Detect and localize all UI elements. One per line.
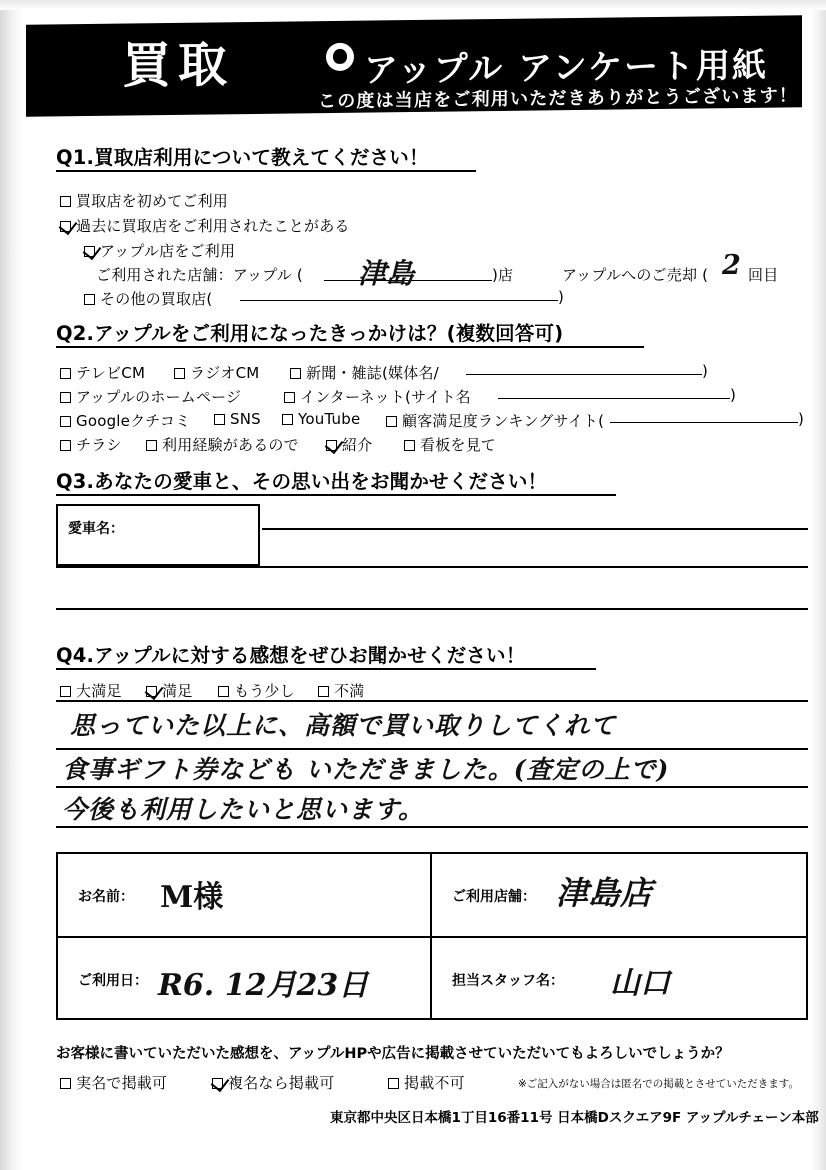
q4-handwritten-line-1: 思っていた以上に、高額で買い取りしてくれて (70, 711, 617, 740)
q3-line-2 (56, 566, 808, 568)
staff-value: 山口 (610, 966, 670, 1001)
q2-checkbox-sns[interactable] (214, 414, 225, 425)
q2-option-signboard[interactable] (404, 434, 496, 455)
q4-option-a-bit-more-label: もう少し (234, 682, 295, 700)
q4-handwritten-line-3: 今後も利用したいと思います。 (62, 795, 425, 824)
footer-note: ※ご記入がない場合は匿名での掲載とさせていただきます。 (518, 1078, 799, 1090)
q2-checkbox-tv[interactable] (60, 368, 71, 379)
q2-ranking-underline (610, 422, 798, 423)
q4-checkbox-dissatisfied[interactable] (318, 686, 329, 697)
q2-option-experience[interactable] (146, 434, 299, 455)
q2-checkbox-hp[interactable] (60, 392, 71, 403)
q2-option-flyer-label: チラシ (76, 436, 122, 454)
q2-news-underline (466, 374, 702, 375)
q2-checkbox-signboard[interactable] (404, 440, 415, 451)
q3-underline (56, 494, 616, 496)
footer-option-anonymous[interactable] (212, 1072, 334, 1093)
q2-option-internet-label: インターネット(サイト名 (300, 388, 471, 406)
q2-checkbox-experience[interactable] (146, 440, 157, 451)
company-address: 東京都中央区日本橋1丁目16番11号 日本橋Dスクエア9F アップルチェーン本部 (330, 1110, 819, 1126)
q1-checkbox-3[interactable] (84, 294, 95, 305)
q4-option-satisfied-label: 満足 (162, 682, 193, 700)
staff-label: 担当スタッフ名： (452, 973, 564, 989)
shop-label: ご利用店舗： (452, 889, 536, 905)
footer-option-real-name-label: 実名で掲載可 (76, 1074, 168, 1092)
q2-option-google-label: Googleクチコミ (76, 412, 191, 430)
q2-option-experience-label: 利用経験があるので (162, 436, 299, 454)
q2-option-ranking-label: 顧客満足度ランキングサイト( (402, 412, 605, 430)
q1-option-3-label: その他の買取店( (100, 290, 213, 308)
footer-option-real-name[interactable] (60, 1072, 167, 1093)
q2-option-tv-label: テレビCM (76, 364, 146, 382)
q3-car-name-label: 愛車名： (68, 521, 124, 537)
q4-checkbox-a-bit-more[interactable] (218, 686, 229, 697)
q2-option-hp-label: アップルのホームページ (76, 388, 242, 406)
q4-checkbox-very-satisfied[interactable] (60, 686, 71, 697)
consent-question: お客様に書いていただいた感想を、アップルHPや広告に掲載させていただいてもよろしいでしょうか？ (56, 1046, 730, 1062)
q2-option-sns[interactable] (214, 410, 261, 428)
q1-option-0-label: 買取店を初めてご利用 (76, 192, 229, 210)
q4-line-1 (56, 700, 808, 702)
q2-checkbox-radio[interactable] (174, 368, 185, 379)
name-label: お名前： (78, 889, 134, 905)
q4-option-very-satisfied-label: 大満足 (76, 682, 122, 700)
q2-option-tv[interactable] (60, 362, 145, 383)
info-table-col-divider (430, 852, 432, 1020)
q2-checkbox-news[interactable] (290, 368, 301, 379)
q2-checkbox-flyer[interactable] (60, 440, 71, 451)
q4-line-3 (56, 786, 808, 788)
q1-option-0[interactable] (60, 190, 228, 211)
q2-option-news-label: 新聞・雑誌(媒体名/ (306, 364, 439, 382)
q2-row1-close: ) (702, 362, 709, 380)
q2-checkbox-google[interactable] (60, 416, 71, 427)
banner-title: アップル アンケート用紙 (364, 45, 769, 91)
q1-other-underline (240, 300, 558, 301)
q2-row2-close: ) (730, 386, 737, 404)
footer-option-no-publish-label: 掲載不可 (404, 1074, 465, 1092)
footer-checkbox-no-publish[interactable] (388, 1078, 399, 1089)
q1-checkbox-2[interactable] (84, 246, 95, 257)
q1-sale-label: アップルへのご売却 ( (562, 266, 709, 284)
date-value: R6. 12月23日 (158, 968, 369, 1003)
q4-option-a-bit-more[interactable] (218, 680, 295, 701)
banner-kaitori-title: 買取 (122, 36, 235, 95)
q1-heading: Q1.買取店利用について教えてください！ (56, 146, 429, 169)
q4-underline (56, 668, 596, 670)
q2-option-hp[interactable] (60, 386, 241, 407)
q1-other-close: ) (558, 288, 565, 306)
q3-line-1 (262, 528, 808, 530)
q2-option-internet[interactable] (284, 386, 471, 407)
q1-option-3[interactable] (84, 288, 212, 309)
q2-option-ranking[interactable] (386, 410, 604, 431)
scan-edge-top (0, 0, 826, 10)
q3-heading: Q3.あなたの愛車と、その思い出をお聞かせください！ (56, 470, 548, 493)
q1-option-2[interactable] (84, 240, 235, 261)
q1-option-1[interactable] (60, 215, 350, 236)
q4-handwritten-line-2: 食事ギフト券なども いただきました。(査定の上で) (62, 755, 670, 784)
q2-checkbox-referral[interactable] (326, 440, 337, 451)
q2-option-sns-label: SNS (230, 410, 261, 428)
q4-option-very-satisfied[interactable] (60, 680, 122, 701)
q2-checkbox-internet[interactable] (284, 392, 295, 403)
q4-option-satisfied[interactable] (146, 680, 192, 701)
date-label: ご利用日： (78, 973, 148, 989)
q2-option-youtube[interactable] (282, 410, 360, 428)
q1-shop-handwritten: 津島 (358, 257, 415, 290)
q4-checkbox-satisfied[interactable] (146, 686, 157, 697)
apple-logo-icon (326, 43, 354, 71)
footer-option-anonymous-label: 複名なら掲載可 (228, 1074, 335, 1092)
q4-option-dissatisfied[interactable] (318, 680, 364, 701)
q1-sale-label-close: 回目 (748, 266, 779, 284)
q2-option-radio[interactable] (174, 362, 259, 383)
q2-option-google[interactable] (60, 410, 190, 431)
q2-option-youtube-label: YouTube (298, 410, 361, 428)
q2-option-referral-label: 紹介 (342, 436, 373, 454)
q2-option-radio-label: ラジオCM (190, 364, 260, 382)
q2-checkbox-youtube[interactable] (282, 414, 293, 425)
scan-edge-left (0, 0, 22, 1170)
q4-option-dissatisfied-label: 不満 (334, 682, 365, 700)
footer-checkbox-real-name[interactable] (60, 1078, 71, 1089)
shop-value: 津島店 (556, 874, 653, 912)
q2-option-flyer[interactable] (60, 434, 122, 455)
q1-option-2-label: アップル店をご利用 (100, 242, 236, 260)
q1-sale-count-handwritten: 2 (722, 250, 741, 281)
q2-underline (56, 346, 644, 348)
footer-checkbox-anonymous[interactable] (212, 1078, 223, 1089)
q4-line-4 (56, 826, 808, 828)
banner-subtitle: この度は当店をご利用いただきありがとうございます！ (318, 85, 798, 113)
header-banner (26, 15, 802, 116)
q1-underline (56, 170, 476, 172)
q2-option-news[interactable] (290, 362, 439, 383)
q1-shop-label: ご利用された店舗：アップル ( (96, 266, 303, 284)
footer-option-no-publish[interactable] (388, 1072, 465, 1093)
scan-edge-right (810, 0, 826, 1170)
q2-heading: Q2.アップルをご利用になったきっかけは？(複数回答可) (56, 322, 564, 345)
q1-shop-label-close: )店 (492, 266, 514, 284)
q1-checkbox-0[interactable] (60, 196, 71, 207)
q2-row3-close: ) (798, 410, 805, 428)
info-table-row-divider (56, 936, 808, 938)
q1-option-1-label: 過去に買取店をご利用されたことがある (76, 217, 350, 235)
q2-checkbox-ranking[interactable] (386, 416, 397, 427)
q1-checkbox-1[interactable] (60, 221, 71, 232)
q2-option-referral[interactable] (326, 434, 372, 455)
q2-option-signboard-label: 看板を見て (420, 436, 497, 454)
q3-line-3 (56, 608, 808, 610)
name-value: M様 (160, 880, 224, 915)
q4-heading: Q4.アップルに対する感想をぜひお聞かせください！ (56, 644, 526, 667)
q2-internet-underline (498, 398, 730, 399)
